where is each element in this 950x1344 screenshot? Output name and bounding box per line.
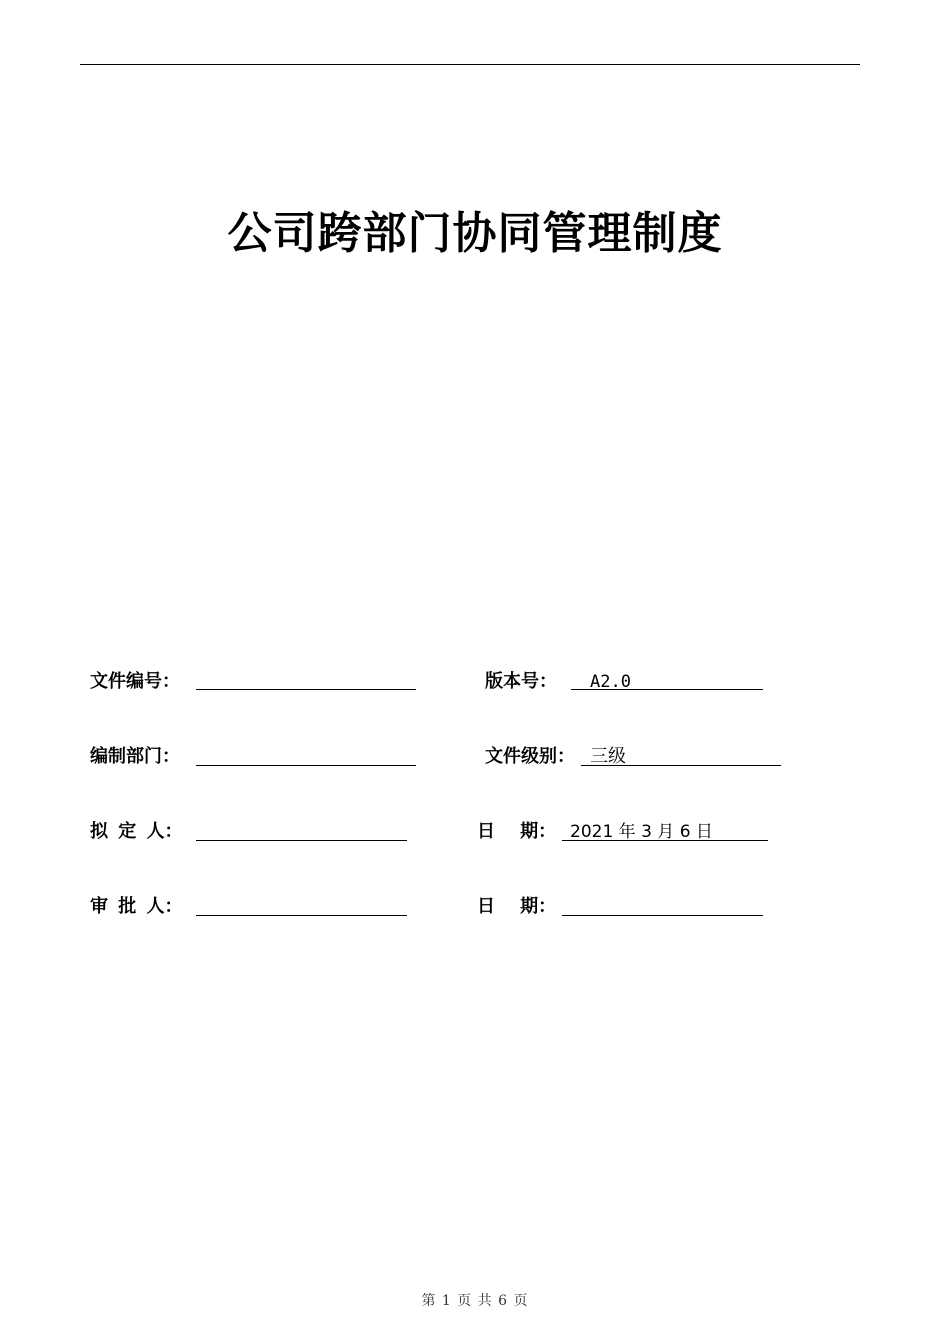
page-number: 第 1 页 共 6 页 (421, 1293, 529, 1309)
file-number-label: 文件编号： (90, 671, 180, 692)
file-level-value: 三级 (590, 746, 626, 767)
document-title: 公司跨部门协同管理制度 (227, 208, 723, 259)
version-label: 版本号： (485, 671, 557, 692)
approve-date-label: 日 期： (477, 896, 557, 917)
draft-date-value: 2021 年 3 月 6 日 (570, 822, 713, 842)
header-rule (80, 64, 860, 65)
drafter-label: 拟 定 人： (90, 821, 183, 842)
approver-label: 审 批 人： (90, 896, 183, 917)
department-label: 编制部门： (90, 746, 180, 767)
version-value: A2.0 (590, 672, 631, 692)
draft-date-label: 日 期： (477, 821, 557, 842)
approve-date-field[interactable] (562, 915, 763, 916)
approver-field[interactable] (196, 915, 407, 916)
file-level-label: 文件级别： (485, 746, 575, 767)
department-field[interactable] (196, 765, 416, 766)
file-number-field[interactable] (196, 689, 416, 690)
drafter-field[interactable] (196, 840, 407, 841)
